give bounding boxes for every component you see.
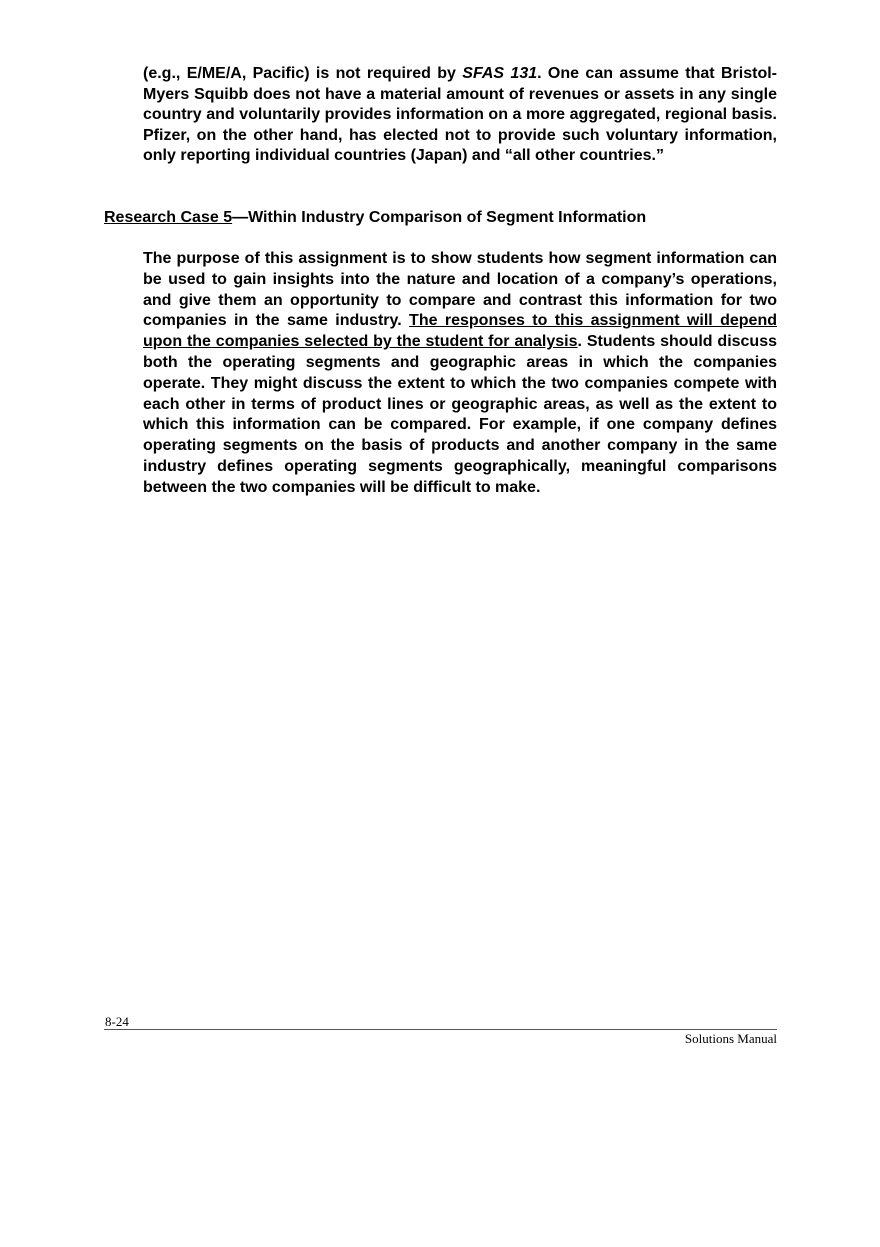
footer-divider: [104, 1029, 777, 1030]
research-case-title: —Within Industry Comparison of Segment Information: [232, 209, 647, 226]
research-case-heading: [104, 208, 646, 228]
continuation-paragraph: [143, 64, 777, 167]
continuation-text-start: (e.g., E/ME/A, Pacific) is not required by: [143, 65, 463, 82]
body-underlined-text: The responses to this assignment will depend upon the companies selected by the student for analysis: [143, 312, 777, 351]
continuation-text-end: . One can assume that Bristol-Myers Squibb does not have a material amount of revenues or assets in any single country and voluntarily provides information on a more aggregated, regional basis. Pfizer, on the other hand, has elected not to provide such voluntary information, only reporting individual countries (Japan) and “all other countries.”: [143, 65, 777, 164]
body-text-start: The purpose of this assignment is to show students how segment information can be used to gain insights into the nature and location of a company’s operations, and give them an opportunity to compare and contrast this information for two companies in the same industry.: [143, 250, 777, 330]
standard-reference: SFAS 131: [462, 65, 538, 82]
footer-title: Solutions Manual: [684, 1031, 777, 1046]
research-case-label: Research Case 5: [104, 209, 233, 226]
research-case-body: [143, 249, 777, 499]
page-number: 8-24: [105, 1014, 129, 1029]
body-text-end: . Students should discuss both the operating segments and geographic areas in which the companies operate. They might discuss the extent to which the two companies compete with each other in terms of product lines or geographic areas, as well as the extent to which this information can be compared. For example, if one company defines operating segments on the basis of products and another company in the same industry defines operating segments geographically, meaningful comparisons between the two companies will be difficult to make.: [143, 333, 778, 496]
